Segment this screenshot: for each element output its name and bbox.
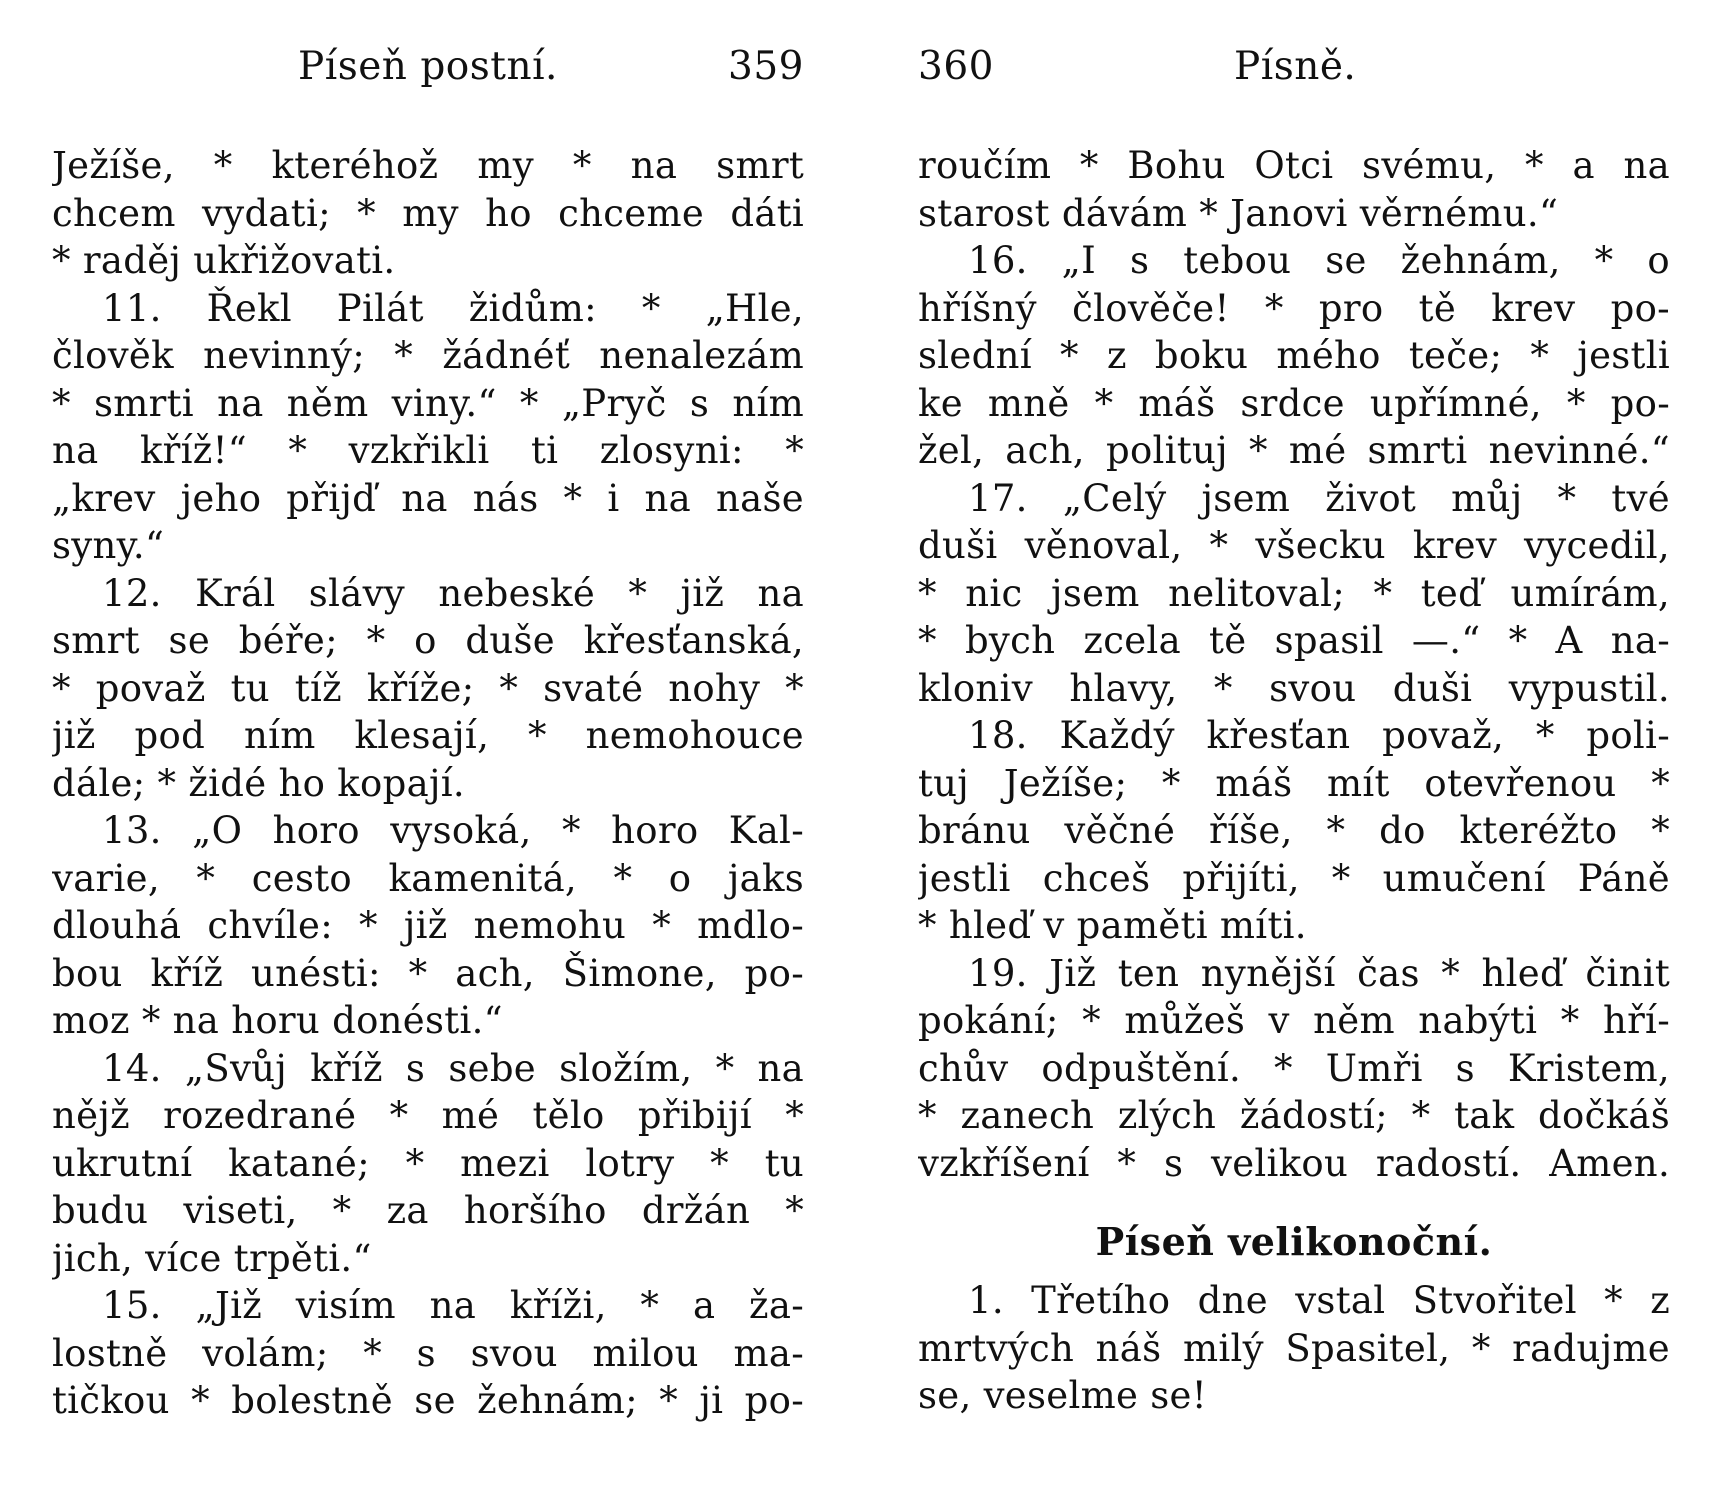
verse-start-line: 16. „I s tebou se žehnám, * o <box>968 239 1670 282</box>
page-number: 359 <box>728 44 804 89</box>
text-line: moz * na horu donésti.“ <box>52 999 503 1042</box>
verse-start-line: 11. Řekl Pilát židům: * „Hle, <box>102 286 804 330</box>
text-line: tuj Ježíše; * máš mít otevřenou * <box>918 761 1670 805</box>
text-line: * raděj ukřižovati. <box>52 239 396 282</box>
page-number: 360 <box>918 44 994 89</box>
text-line: již pod ním klesají, * nemohouce <box>52 714 804 757</box>
text-line: duši věnoval, * všecku krev vycedil, <box>918 524 1670 567</box>
text-line: budu viseti, * za horšího držán * <box>52 1189 804 1232</box>
text-line: syny.“ <box>52 524 165 567</box>
verse-start-line: 1. Třetího dne vstal Stvořitel * z <box>968 1279 1670 1322</box>
verse-start-line: 14. „Svůj kříž s sebe složím, * na <box>102 1046 804 1090</box>
text-line: * nic jsem nelitoval; * teď umírám, <box>918 571 1670 615</box>
text-line: * bych zcela tě spasil —.“ * A na- <box>918 619 1670 662</box>
left-page <box>52 0 804 1500</box>
text-line: hříšný člověče! * pro tě krev po- <box>918 286 1670 330</box>
hymn-text <box>918 142 1670 1420</box>
text-line: * hleď v paměti míti. <box>918 904 1307 947</box>
verse-start-line: 15. „Již visím na kříži, * a ža- <box>102 1284 804 1327</box>
section-heading: Píseň velikonoční. <box>1095 1219 1493 1264</box>
text-line: vzkříšení * s velikou radostí. Amen. <box>918 1141 1670 1185</box>
text-line: ukrutní katané; * mezi lotry * tu <box>52 1141 804 1185</box>
text-line: jich, více trpěti.“ <box>52 1236 372 1280</box>
text-line: Ježíše, * kteréhož my * na smrt <box>52 144 804 187</box>
text-line: se, veselme se! <box>918 1374 1207 1417</box>
text-line: * smrti na něm viny.“ * „Pryč s ním <box>52 381 804 425</box>
verse-start-line: 19. Již ten nynější čas * hleď činit <box>968 951 1670 995</box>
text-line: slední * z boku mého teče; * jestli <box>918 334 1670 377</box>
text-line: lostně volám; * s svou milou ma- <box>52 1331 804 1375</box>
text-line: varie, * cesto kamenitá, * o jaks <box>52 856 804 900</box>
text-line: dále; * židé ho kopají. <box>52 761 465 805</box>
text-line: člověk nevinný; * žádnéť nenalezám <box>52 334 804 377</box>
text-line: jestli chceš přijíti, * umučení Páně <box>918 856 1670 900</box>
verse-start-line: 13. „O horo vysoká, * horo Kal- <box>102 809 804 852</box>
verse-start-line: 12. Král slávy nebeské * již na <box>102 571 804 615</box>
hymn-text <box>52 142 804 1425</box>
text-line: nějž rozedrané * mé tělo přibijí * <box>52 1094 804 1137</box>
running-title: Píseň postní. <box>298 44 558 89</box>
text-line: pokání; * můžeš v něm nabýti * hří- <box>918 999 1670 1042</box>
text-line: „krev jeho přijď na nás * i na naše <box>52 476 804 520</box>
text-line: dlouhá chvíle: * již nemohu * mdlo- <box>52 904 804 947</box>
text-line: kloniv hlavy, * svou duši vypustil. <box>918 666 1670 710</box>
text-line: bou kříž unésti: * ach, Šimone, po- <box>52 951 804 995</box>
text-line: ke mně * máš srdce upřímné, * po- <box>918 381 1670 425</box>
text-line: * zanech zlých žádostí; * tak dočkáš <box>918 1094 1670 1137</box>
text-line: * považ tu tíž kříže; * svaté nohy * <box>52 666 804 710</box>
verse-start-line: 18. Každý křesťan považ, * poli- <box>968 714 1670 757</box>
text-line: roučím * Bohu Otci svému, * a na <box>918 144 1670 187</box>
running-head <box>918 44 1670 94</box>
text-line: na kříž!“ * vzkřikli ti zlosyni: * <box>52 429 804 472</box>
text-line: mrtvých náš milý Spasitel, * radujme <box>918 1326 1670 1370</box>
text-line: chův odpuštění. * Umři s Kristem, <box>918 1046 1670 1090</box>
running-title: Písně. <box>1234 44 1357 89</box>
text-line: tičkou * bolestně se žehnám; * ji po- <box>52 1379 804 1422</box>
verse-start-line: 17. „Celý jsem život můj * tvé <box>968 476 1670 520</box>
text-line: chcem vydati; * my ho chceme dáti <box>52 191 804 235</box>
right-page <box>918 0 1670 1500</box>
running-head <box>52 44 804 94</box>
text-line: bránu věčné říše, * do kteréžto * <box>918 809 1670 852</box>
text-line: žel, ach, polituj * mé smrti nevinné.“ <box>918 429 1670 472</box>
text-line: starost dávám * Janovi věrnému.“ <box>918 191 1559 235</box>
text-line: smrt se béře; * o duše křesťanská, <box>52 619 804 662</box>
